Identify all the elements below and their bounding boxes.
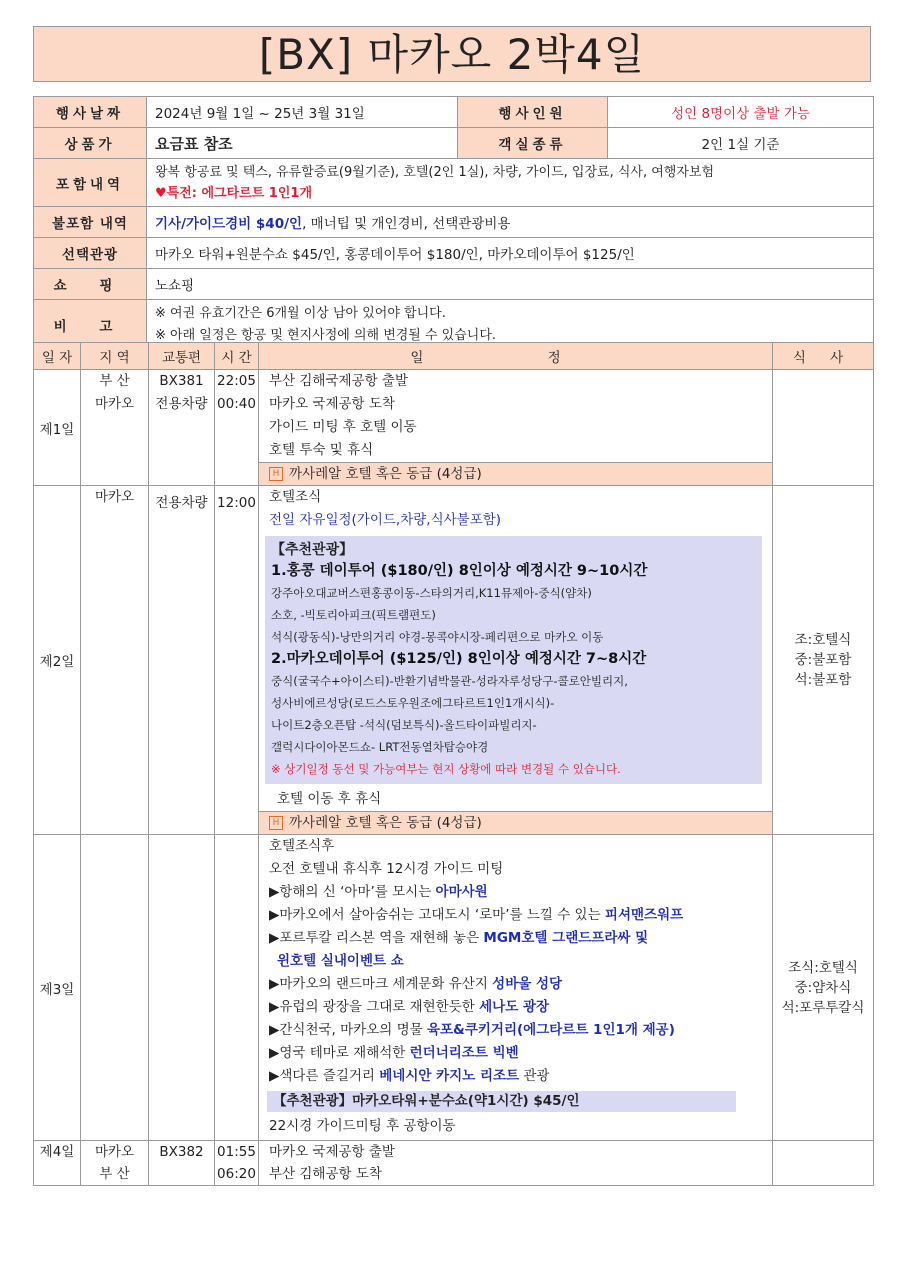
day3-time (215, 835, 259, 1141)
day4-time (215, 1141, 259, 1186)
day2-rec-note: ※ 상기일정 동선 및 가능여부는 현지 상황에 따라 변경될 수 있습니다. (271, 762, 621, 776)
info-table (33, 96, 874, 350)
header-itinerary: 일 정 (259, 343, 773, 370)
day1-time (215, 370, 259, 486)
option-value: 마카오 타워+원분수쇼 $45/인, 홍콩데이투어 $180/인, 마카오데이투어 $125/인 (147, 238, 874, 269)
day3-line3: 22시경 가이드미팅 후 공항이동 (269, 1118, 456, 1134)
day1-itinerary (259, 370, 773, 486)
day1-line: 부산 김해국제공항 출발 (269, 373, 408, 389)
day1-line: 마카오 국제공항 도착 (269, 396, 395, 412)
day1-place1: 부 산 (99, 373, 130, 389)
header-time: 시 간 (215, 343, 259, 370)
note-2: ※ 아래 일정은 항공 및 현지사정에 의해 변경될 수 있습니다. (155, 327, 497, 343)
exclude-label: 불포함 내역 (34, 207, 147, 238)
room-label: 객실종류 (458, 128, 608, 159)
day3-item: ▶유럽의 광장을 그대로 재현한듯한 세나도 광장 (269, 999, 550, 1015)
day1-transport (149, 370, 215, 486)
day2-meal-breakfast: 조:호텔식 (794, 632, 852, 648)
shopping-label: 쇼 핑 (34, 269, 147, 300)
day3-meal-lunch: 중:얌차식 (794, 979, 852, 996)
day1-time2: 00:40 (217, 396, 256, 412)
header-day: 일 자 (34, 343, 81, 370)
day3-itinerary (259, 835, 773, 1141)
guide-fee: 기사/가이드경비 $40/인 (155, 216, 303, 232)
tour2-line: 나이트2층오픈탑 -석식(덤보특식)-올드타이파빌리지- (271, 718, 537, 732)
day1-hotel-row (259, 462, 772, 485)
page-title: [BX] 마카오 2박4일 (33, 26, 871, 82)
day2-meal-dinner: 석:불포함 (794, 672, 852, 688)
hotel-icon: H (269, 816, 283, 830)
day4-place1: 마카오 (94, 1144, 135, 1160)
exclude-cell (147, 207, 874, 238)
people-label: 행사인원 (458, 97, 608, 128)
tour2-line: 성사비에르성당(로드스토우원조에그타르트1인1개시식)- (271, 696, 555, 710)
note-label: 비 고 (34, 300, 147, 350)
day4-meal (773, 1141, 874, 1186)
day3-label: 제3일 (34, 835, 81, 1141)
day1-line: 호텔 투숙 및 휴식 (269, 442, 374, 458)
day2-rec-title: 【추천관광】 (271, 542, 354, 558)
day2-label: 제2일 (34, 486, 81, 835)
day4-line: 마카오 국제공항 출발 (269, 1144, 395, 1160)
day2-meal-lunch: 중:불포함 (794, 652, 852, 668)
tour1-title: 1.홍콩 데이투어 ($180/인) 8인이상 예정시간 9~10시간 (271, 563, 648, 579)
day3-meal-dinner: 석:포루투칼식 (781, 999, 865, 1016)
day3-line2: 오전 호텔내 휴식후 12시경 가이드 미팅 (269, 861, 504, 877)
day4-transport: BX382 (149, 1141, 215, 1186)
tour2-line: 중식(굴국수+아이스티)-반환기념박물관-성라자루성당구-콜로안빌리지, (271, 674, 628, 688)
tour1-line: 소호, -빅토리아피크(픽트램편도) (271, 608, 436, 622)
tour1-line: 석식(광동식)-낭만의거리 야경-몽콕야시장-페리편으로 마카오 이동 (271, 630, 604, 644)
day3-place (81, 835, 149, 1141)
include-cell (147, 159, 874, 207)
day3-transport (149, 835, 215, 1141)
day2-hotel: 까사레알 호텔 혹은 동급 (4성급) (289, 815, 482, 831)
day4-place2: 부 산 (99, 1166, 130, 1182)
day2-line3: 호텔 이동 후 휴식 (277, 791, 382, 807)
day3-item: ▶영국 테마로 재해석한 런더너리조트 빅벤 (269, 1045, 519, 1061)
include-value: 왕복 항공료 및 텍스, 유류할증료(9월기준), 호텔(2인 1실), 차량, 가이드, 입장료, 식사, 여행자보험 (155, 164, 715, 180)
day2-line1: 호텔조식 (269, 489, 322, 505)
people-value: 성인 8명이상 출발 가능 (608, 97, 874, 128)
schedule-table (33, 342, 874, 1186)
day3-recommended: 【추천관광】마카오타워+분수쇼(약1시간) $45/인 (267, 1091, 736, 1112)
day1-time1: 22:05 (217, 373, 256, 389)
day1-transport1: BX381 (159, 373, 204, 389)
day3-item: 윈호텔 실내이벤트 쇼 (277, 953, 404, 969)
day3-line1: 호텔조식후 (269, 838, 335, 854)
shopping-value: 노쇼핑 (147, 269, 874, 300)
day2-place: 마카오 (81, 486, 149, 835)
day1-line: 가이드 미팅 후 호텔 이동 (269, 419, 417, 435)
day3-item: ▶마카오의 랜드마크 세계문화 유산지 성바울 성당 (269, 976, 563, 992)
day2-line2: 전일 자유일정(가이드,차량,식사불포함) (269, 512, 502, 528)
day3-item: ▶항해의 신 ‘아마’를 모시는 아마사원 (269, 884, 488, 900)
day2-itinerary (259, 486, 773, 835)
day3-item: ▶색다른 즐길거리 베네시안 카지노 리조트 관광 (269, 1068, 550, 1084)
day2-time: 12:00 (215, 486, 259, 835)
day2-transport: 전용차량 (149, 486, 215, 835)
day3-item: ▶포르투칼 리스본 역을 재현해 놓은 MGM호텔 그랜드프라싸 및 (269, 930, 649, 946)
day4-place (81, 1141, 149, 1186)
day4-label: 제4일 (34, 1141, 81, 1186)
day4-itinerary (259, 1141, 773, 1186)
day1-meal (773, 370, 874, 486)
day2-hotel-row (259, 811, 772, 834)
day1-hotel: 까사레알 호텔 혹은 동급 (4성급) (289, 466, 482, 482)
price-value: 요금표 참조 (147, 128, 458, 159)
day4-line: 부산 김해공항 도착 (269, 1166, 382, 1182)
day3-meal-breakfast: 조식:호텔식 (788, 959, 858, 976)
option-label: 선택관광 (34, 238, 147, 269)
day3-item: ▶간식천국, 마카오의 명물 육포&쿠키거리(에그타르트 1인1개 제공) (269, 1022, 675, 1038)
date-value: 2024년 9월 1일 ~ 25년 3월 31일 (147, 97, 458, 128)
day4-time1: 01:55 (217, 1144, 256, 1160)
header-meal: 식 사 (773, 343, 874, 370)
day1-place2: 마카오 (94, 396, 135, 412)
tour2-title: 2.마카오데이투어 ($125/인) 8인이상 예정시간 7~8시간 (271, 651, 647, 667)
header-transport: 교통편 (149, 343, 215, 370)
tour2-line: 갤럭시다이아몬드쇼- LRT전동열차탑승야경 (271, 740, 489, 754)
day2-recommended-box (265, 536, 762, 784)
day1-place (81, 370, 149, 486)
day1-label: 제1일 (34, 370, 81, 486)
day3-meal (773, 835, 874, 1141)
include-special: ♥특전: 에그타르트 1인1개 (155, 185, 313, 201)
date-label: 행사날짜 (34, 97, 147, 128)
price-label: 상품가 (34, 128, 147, 159)
tour1-line: 강주아오대교버스편홍콩이동-스타의거리,K11뮤제아-중식(얌차) (271, 586, 592, 600)
day2-meal (773, 486, 874, 835)
include-label: 포함내역 (34, 159, 147, 207)
day1-transport2: 전용차량 (155, 396, 208, 412)
room-value: 2인 1실 기준 (608, 128, 874, 159)
note-1: ※ 여권 유효기간은 6개월 이상 남아 있어야 합니다. (155, 305, 446, 321)
day3-item: ▶마카오에서 살아숨쉬는 고대도시 ‘로마’를 느낄 수 있는 피셔맨즈워프 (269, 907, 684, 923)
exclude-rest: , 매너팁 및 개인경비, 선택관광비용 (302, 216, 511, 232)
hotel-icon: H (269, 467, 283, 481)
day4-time2: 06:20 (217, 1166, 256, 1182)
header-place: 지 역 (81, 343, 149, 370)
